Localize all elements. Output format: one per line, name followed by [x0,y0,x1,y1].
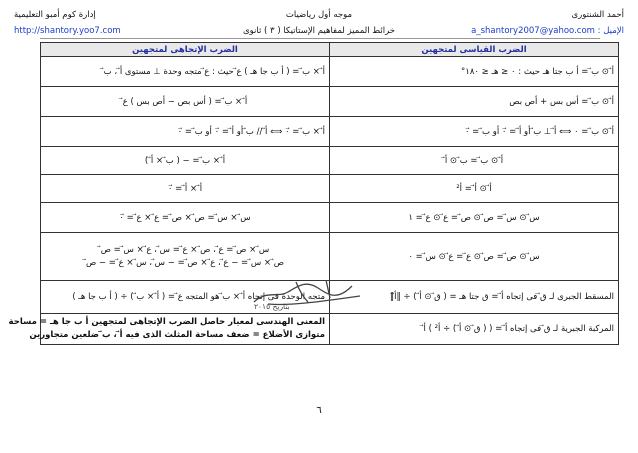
table-row [41,57,619,87]
table-row [41,175,619,203]
table-row [41,147,619,175]
table-header-row [41,43,619,57]
scalar-product-header: الضرب القياسى لمتجهين [330,43,619,57]
admin-name: إدارة كوم أمبو التعليمية [14,10,96,20]
page-number: ٦ [316,405,322,416]
table-row [41,117,619,147]
signature-date: بتاريخ ٢٠١٥ [254,302,290,311]
author-subject: موجه أول رياضيات [285,10,353,20]
vector-components: أ⃗ × ب⃗ = ( أس بص − أص بس ) ع⃗ [41,87,330,117]
scalar-commutative: أ⃗ ⊙ ب⃗ = ب⃗ ⊙ أ⃗ [330,147,619,175]
website-link[interactable]: http://shantory.yoo7.com [14,26,121,36]
vector-zero-condition: أ⃗ × ب⃗ = ٠⃗ ⟺ أ⃗ // ب⃗ أو أ⃗ = ٠⃗ أو ب⃗ = ٠⃗ [41,117,330,147]
vector-anticommutative: أ⃗ × ب⃗ = − ( ب⃗ × أ⃗ ) [41,147,330,175]
vector-definition: أ⃗ × ب⃗ = ( أ ب جا هـ ) ع⃗ حيث : ع⃗ متجه وحدة ⊥ مستوى أ⃗ ، ب⃗ [41,57,330,87]
vector-unit-direction: متجه الوحدة فى إتجاه أ⃗ × ب⃗ هو المتجه ع⃗ = ( أ⃗ × ب⃗ ) ÷ ( أ ب جا هـ ) [41,281,330,314]
scalar-definition: أ⃗ ⊙ ب⃗ = أ ب جتا هـ حيث : ٠ ≤ هـ ≤ ١٨٠° [330,57,619,87]
scalar-zero-condition: أ⃗ ⊙ ب⃗ = ٠ ⟺ أ⃗ ⊥ ب⃗ أو أ⃗ = ٠⃗ أو ب⃗ = ٠⃗ [330,117,619,147]
vector-unit-same: س⃗ × س⃗ = ص⃗ × ص⃗ = ع⃗ × ع⃗ = ٠⃗ [41,203,330,233]
scalar-projection: المسقط الجبرى لـ ق⃗ فى إتجاه أ⃗ = ق جتا هـ = ( ق⃗ ⊙ أ⃗ ) ÷ ‖أ⃗‖ [330,281,619,314]
table-row [41,314,619,345]
table-row [41,203,619,233]
author-email[interactable]: الإميل : a_shantory2007@yahoo.com [471,26,624,36]
vector-unit-different: س⃗ × ص⃗ = ع⃗ ، ص⃗ × ع⃗ = س⃗ ، ع⃗ × س⃗ = ص⃗ ص⃗ × س⃗ = − ع⃗ ، ع⃗ × ص⃗ = − س⃗ ، س⃗ × ع⃗ = − ص⃗ [41,233,330,281]
document-title: خرائط المميز لمفاهيم الإستاتيكا ( ٣ ) ثانوى [242,26,396,36]
vector-self-product: أ⃗ × أ⃗ = ٠⃗ [41,175,330,203]
scalar-components: أ⃗ ⊙ ب⃗ = أس بس + أص بص [330,87,619,117]
table-row [41,87,619,117]
vector-product-header: الضرب الإتجاهى لمتجهين [41,43,330,57]
handwritten-signature [248,272,368,318]
scalar-unit-same: س⃗ ⊙ س⃗ = ص⃗ ⊙ ص⃗ = ع⃗ ⊙ ع⃗ = ١ [330,203,619,233]
vector-geometric-meaning: المعنى الهندسى لمعيار حاصل الضرب الإتجاهى لمتجهين أ ب جا هـ = مساحة متوازى الأضلاع = ضعف مساحة المثلث الذى فيه أ⃗ ، ب⃗ ضلعين متجاورين [41,314,330,345]
scalar-component-vector: المركبة الجبرية لـ ق⃗ فى إتجاه أ⃗ = ( ( ق⃗ ⊙ أ⃗ ) ÷ أ² ) أ⃗ [330,314,619,345]
header-divider [40,38,600,39]
author-name: أحمد الشنتورى [571,10,624,20]
scalar-self-product: أ⃗ ⊙ أ⃗ = أ² [330,175,619,203]
scalar-unit-different: س⃗ ⊙ ص⃗ = ص⃗ ⊙ ع⃗ = ع⃗ ⊙ س⃗ = ٠ [330,233,619,281]
